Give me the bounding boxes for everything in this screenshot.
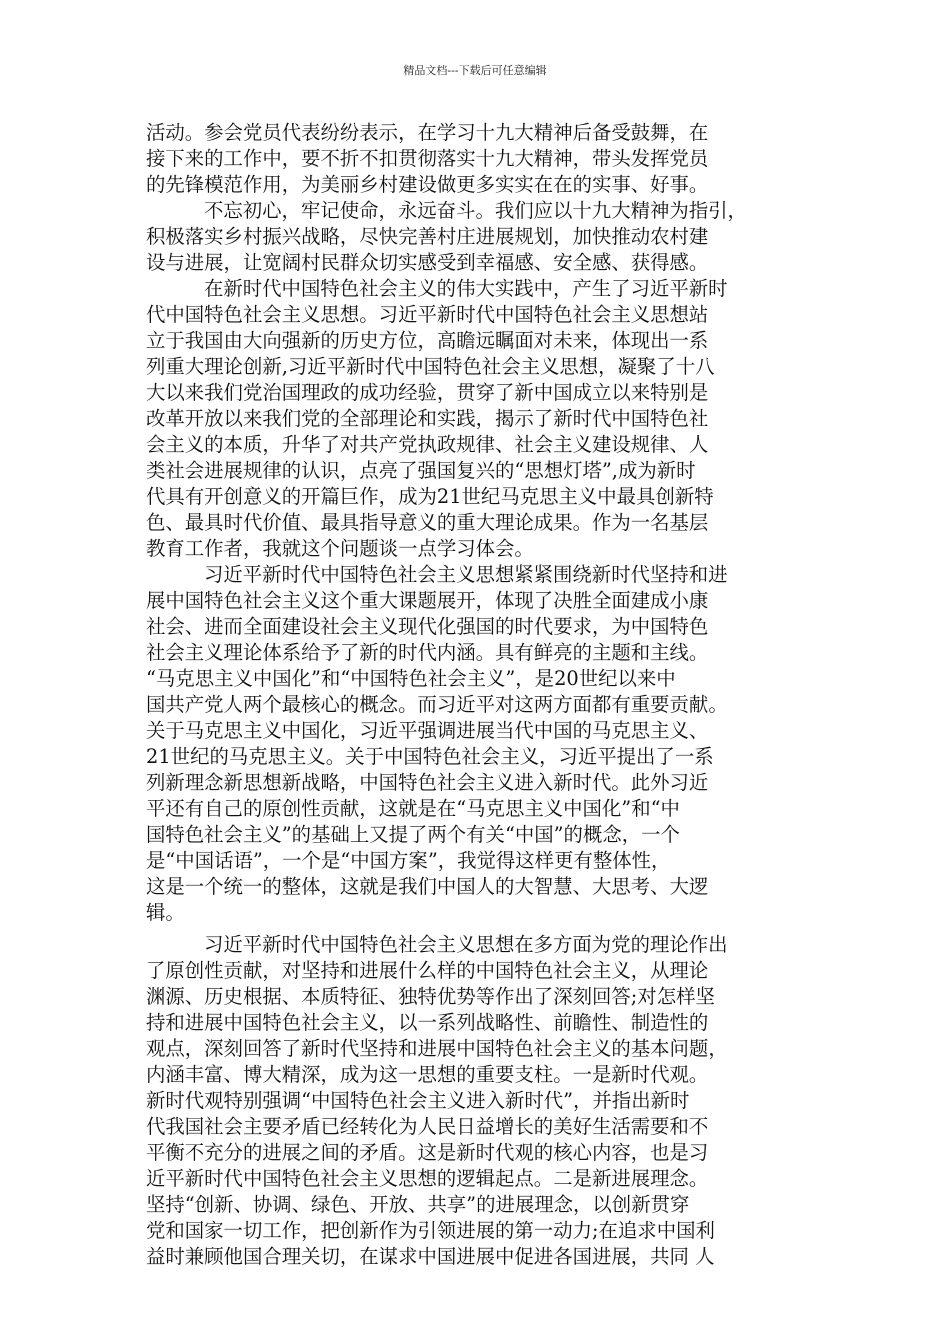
text-line: 社会主义理论体系给予了新的时代内涵。具有鲜亮的主题和主线。 (146, 641, 709, 664)
text-line: 的先锋模范作用，为美丽乡村建设做更多实实在在的实事、好事。 (146, 173, 709, 196)
text-line: 国共产党人两个最核心的概念。而习近平对这两方面都有重要贡献。 (146, 693, 728, 716)
text-line: 近平新时代中国特色社会主义思想的逻辑起点。二是新进展理念。 (146, 1167, 709, 1190)
text-line: 列新理念新思想新战略，中国特色社会主义进入新时代。此外习近 (146, 771, 709, 794)
text-line: 在新时代中国特色社会主义的伟大实践中，产生了习近平新时 (204, 277, 728, 300)
text-line: 渊源、历史根据、本质特征、独特优势等作出了深刻回答;对怎样坚 (146, 985, 715, 1008)
text-line: 改革开放以来我们党的全部理论和实践，揭示了新时代中国特色社 (146, 407, 709, 430)
text-line: 内涵丰富、博大精深，成为这一思想的重要支柱。一是新时代观。 (146, 1063, 709, 1086)
text-line: 色、最具时代价值、最具指导意义的重大理论成果。作为一名基层 (146, 511, 709, 534)
paragraph (146, 932, 816, 1270)
text-line: 代中国特色社会主义思想。习近平新时代中国特色社会主义思想站 (146, 303, 709, 326)
text-line: 坚持“创新、协调、绿色、开放、共享”的进展理念，以创新贯穿 (146, 1193, 690, 1216)
text-line: 代我国社会主要矛盾已经转化为人民日益增长的美好生活需要和不 (146, 1115, 709, 1138)
text-line: 平还有自己的原创性贡献，这就是在“马克思主义中国化”和“中 (146, 797, 680, 820)
text-line: 活动。参会党员代表纷纷表示，在学习十九大精神后备受鼓舞，在 (146, 121, 709, 144)
text-line: 接下来的工作中，要不折不扣贯彻落实十九大精神，带头发挥党员 (146, 147, 709, 170)
text-line: 国特色社会主义”的基础上又提了两个有关“中国”的概念，一个 (146, 823, 680, 846)
text-line: 会主义的本质，升华了对共产党执政规律、社会主义建设规律、人 (146, 433, 709, 456)
text-line: 积极落实乡村振兴战略，尽快完善村庄进展规划，加快推动农村建 (146, 225, 709, 248)
paragraph (146, 198, 816, 276)
text-line: 习近平新时代中国特色社会主义思想紧紧围绕新时代坚持和进 (204, 563, 728, 586)
paragraph (146, 562, 816, 926)
text-line: 关于马克思主义中国化，习近平强调进展当代中国的马克思主义、 (146, 719, 709, 742)
text-line: 是“中国话语”，一个是“中国方案”，我觉得这样更有整体性， (146, 849, 671, 872)
text-line: 习近平新时代中国特色社会主义思想在多方面为党的理论作出 (204, 933, 728, 956)
text-line: 21世纪的马克思主义。关于中国特色社会主义，习近平提出了一系 (146, 745, 714, 768)
text-line: 观点，深刻回答了新时代坚持和进展中国特色社会主义的基本问题， (146, 1037, 728, 1060)
text-line: “马克思主义中国化”和“中国特色社会主义”，是20世纪以来中 (146, 667, 676, 690)
text-line: 设与进展，让宽阔村民群众切实感受到幸福感、安全感、获得感。 (146, 251, 709, 274)
text-line: 这是一个统一的整体，这就是我们中国人的大智慧、大思考、大逻 (146, 875, 709, 898)
text-line: 列重大理论创新,习近平新时代中国特色社会主义思想，凝聚了十八 (146, 355, 715, 378)
text-line: 持和进展中国特色社会主义，以一系列战略性、前瞻性、制造性的 (146, 1011, 709, 1034)
text-line: 大以来我们党治国理政的成功经验，贯穿了新中国成立以来特别是 (146, 381, 709, 404)
document-body (146, 120, 816, 1270)
text-line: 立于我国由大向强新的历史方位，高瞻远瞩面对未来，体现出一系 (146, 329, 709, 352)
text-line: 类社会进展规律的认识，点亮了强国复兴的“思想灯塔”,成为新时 (146, 459, 696, 482)
text-line: 益时兼顾他国合理关切，在谋求中国进展中促进各国进展，共同 人 (146, 1245, 715, 1268)
text-line: 教育工作者，我就这个问题谈一点学习体会。 (146, 537, 534, 560)
text-line: 辑。 (146, 901, 185, 924)
text-line: 不忘初心，牢记使命，永远奋斗。我们应以十九大精神为指引， (204, 199, 747, 222)
paragraph (146, 120, 816, 198)
paragraph (146, 276, 816, 562)
text-line: 新时代观特别强调“中国特色社会主义进入新时代”，并指出新时 (146, 1089, 690, 1112)
text-line: 平衡不充分的进展之间的矛盾。这是新时代观的核心内容，也是习 (146, 1141, 709, 1164)
page-header: 精品文档---下载后可任意编辑 (403, 64, 547, 77)
text-line: 代具有开创意义的开篇巨作，成为21世纪马克思主义中最具创新特 (146, 485, 714, 508)
text-line: 社会、进而全面建设社会主义现代化强国的时代要求，为中国特色 (146, 615, 709, 638)
text-line: 了原创性贡献，对坚持和进展什么样的中国特色社会主义，从理论 (146, 959, 709, 982)
text-line: 党和国家一切工作，把创新作为引领进展的第一动力;在追求中国利 (146, 1219, 715, 1242)
text-line: 展中国特色社会主义这个重大课题展开，体现了决胜全面建成小康 (146, 589, 709, 612)
